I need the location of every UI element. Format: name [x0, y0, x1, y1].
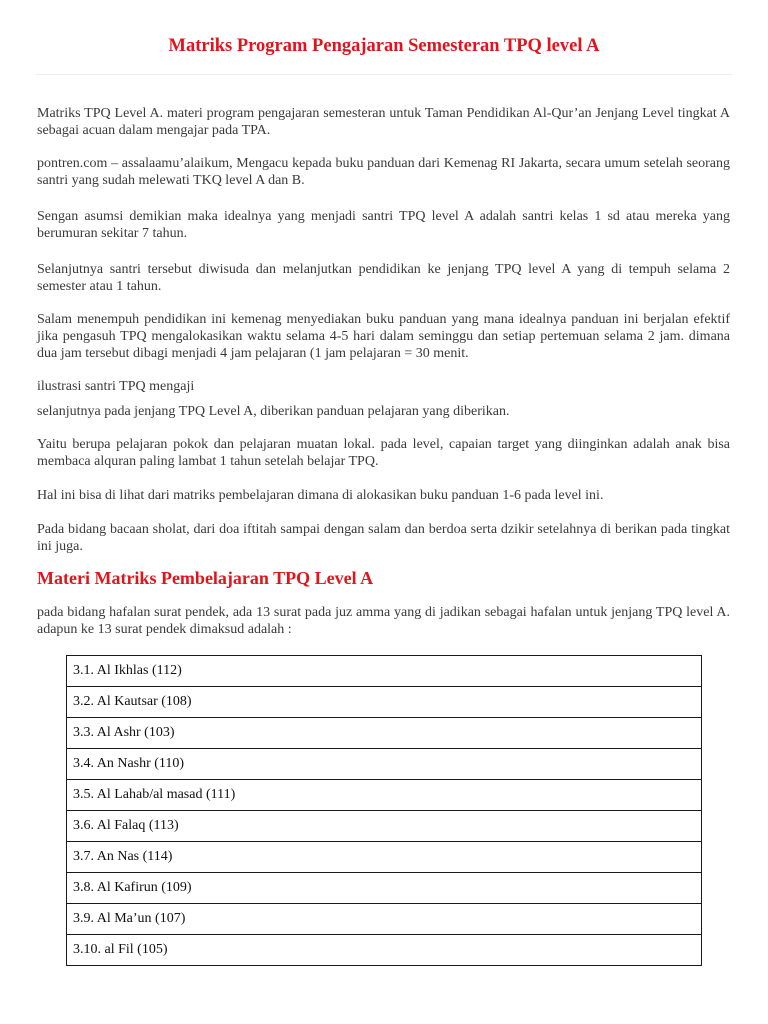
- title-divider: [36, 74, 732, 75]
- table-row: [67, 656, 702, 687]
- table-row: [67, 811, 702, 842]
- table-cell: 3.8. Al Kafirun (109): [67, 873, 702, 904]
- table-row: [67, 687, 702, 718]
- page-title: Matriks Program Pengajaran Semesteran TPQ level A: [168, 36, 600, 56]
- paragraph-prayer: Pada bidang bacaan sholat, dari doa iftitah sampai dengan salam dan berdoa serta dzikir setelahnya di berikan pada tingkat ini juga.: [37, 522, 730, 554]
- table-row: [67, 842, 702, 873]
- table-row: [67, 873, 702, 904]
- paragraph-matrix: Hal ini bisa di lihat dari matriks pembelajaran dimana di alokasikan buku panduan 1-6 pada level ini.: [37, 488, 604, 503]
- section-intro: pada bidang hafalan surat pendek, ada 13 surat pada juz amma yang di jadikan sebagai hafalan untuk jenjang TPQ level A. adapun ke 13 surat pendek dimaksud adalah :: [37, 605, 730, 637]
- table-row: [67, 935, 702, 966]
- paragraph-guidance: selanjutnya pada jenjang TPQ Level A, diberikan panduan pelajaran yang diberikan.: [37, 404, 510, 419]
- image-caption: ilustrasi santri TPQ mengaji: [37, 379, 195, 394]
- paragraph-assumption: Sengan asumsi demikian maka idealnya yang menjadi santri TPQ level A adalah santri kelas 1 sd atau mereka yang berumuran sekitar 7 tahun.: [37, 209, 730, 241]
- table-cell: 3.1. Al Ikhlas (112): [67, 656, 702, 687]
- table-row: [67, 749, 702, 780]
- paragraph-source: pontren.com – assalaamu’alaikum, Mengacu kepada buku panduan dari Kemenag RI Jakarta, secara umum setelah seorang santri yang sudah melewati TKQ level A dan B.: [37, 156, 730, 188]
- table-row: [67, 718, 702, 749]
- paragraph-target: Yaitu berupa pelajaran pokok dan pelajaran muatan lokal. pada level, capaian target yang diinginkan adalah anak bisa membaca alquran paling lambat 1 tahun setelah belajar TPQ.: [37, 437, 730, 469]
- paragraph-schedule: Salam menempuh pendidikan ini kemenag menyediakan buku panduan yang mana idealnya panduan ini berjalan efektif jika pengasuh TPQ mengalokasikan waktu selama 4-5 hari dalam seminggu dan setiap pertemuan selama 2 jam. dimana dua jam tersebut dibagi menjadi 4 jam pelajaran (1 jam pelajaran = 30 menit.: [37, 312, 730, 361]
- paragraph-intro: Matriks TPQ Level A. materi program pengajaran semesteran untuk Taman Pendidikan Al-Qur’an Jenjang Level tingkat A sebagai acuan dalam mengajar pada TPA.: [37, 106, 730, 138]
- table-cell: 3.9. Al Ma’un (107): [67, 904, 702, 935]
- table-cell: 3.7. An Nas (114): [67, 842, 702, 873]
- section-heading: Materi Matriks Pembelajaran TPQ Level A: [37, 568, 374, 588]
- table-row: [67, 904, 702, 935]
- table-cell: 3.10. al Fil (105): [67, 935, 702, 966]
- table-row: [67, 780, 702, 811]
- article-body: [37, 105, 730, 638]
- table-cell: 3.4. An Nashr (110): [67, 749, 702, 780]
- table-cell: 3.3. Al Ashr (103): [67, 718, 702, 749]
- table-cell: 3.6. Al Falaq (113): [67, 811, 702, 842]
- table-cell: 3.5. Al Lahab/al masad (111): [67, 780, 702, 811]
- paragraph-graduation: Selanjutnya santri tersebut diwisuda dan melanjutkan pendidikan ke jenjang TPQ level A yang di tempuh selama 2 semester atau 1 tahun.: [37, 262, 730, 294]
- surah-table: [66, 655, 702, 966]
- table-cell: 3.2. Al Kautsar (108): [67, 687, 702, 718]
